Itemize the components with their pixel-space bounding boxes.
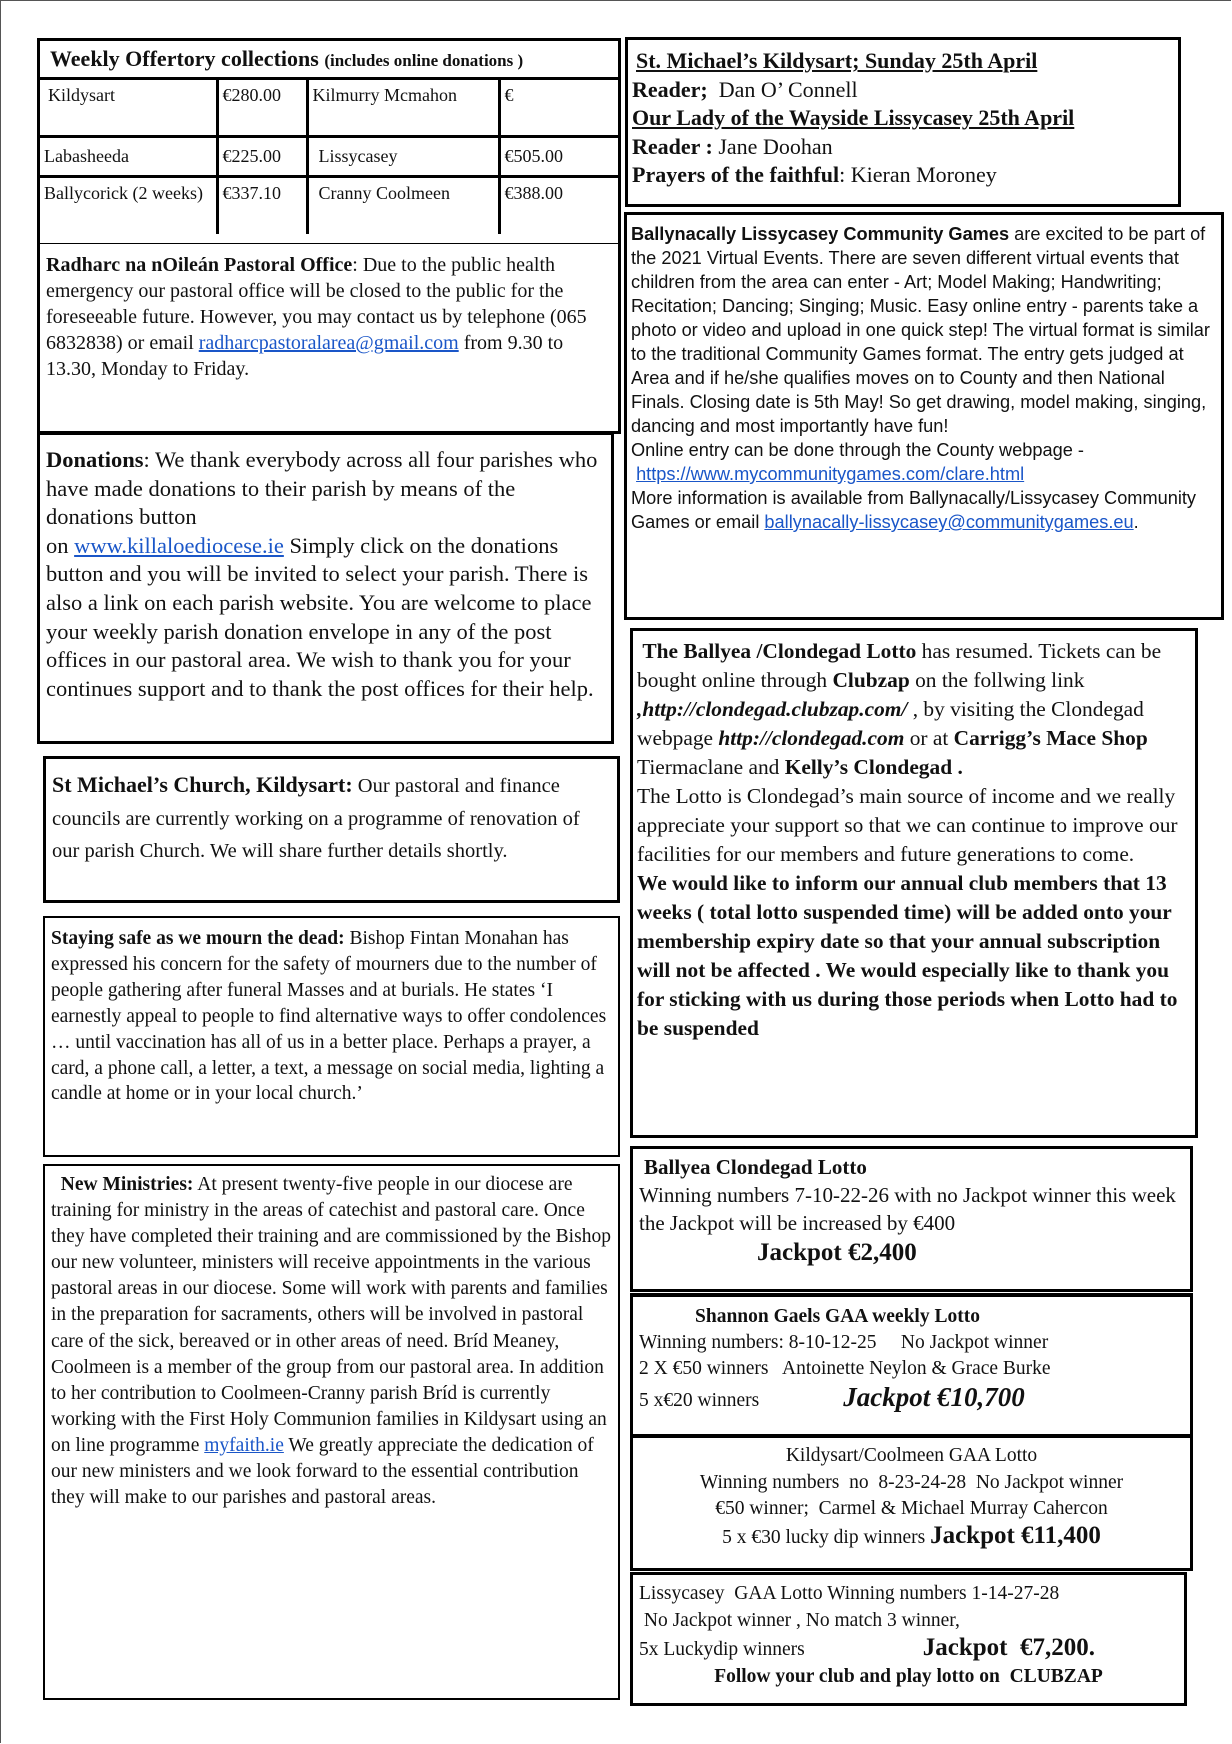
staying-safe-text: Staying safe as we mourn the dead: Bishop Fintan Monahan has expressed his concern for the safety of mourners due to the number of people gathering after funeral Masses and at burials. He states ‘I earnestly appeal to people to find alternative ways to offer condolences … until vaccination has all of us in a better place. Perhaps a prayer, a card, a phone call, a letter, a text, a message on social media, lighting a candle at home or in your local church.’ — [51, 928, 607, 1105]
new-ministries-text: New Ministries: At present twenty-five people in our diocese are training for ministry in the areas of catechist and pastoral care. Once they have completed their training and are commissioned by the Bishop our new volunteer, ministers will receive appointments in the various pastoral areas in our diocese. Some will work with parents and families in the preparation for sacraments, others will be involved in pastoral care of the sick, bereaved or in other areas of need. Bríd Meaney, Coolmeen is a member of the group from our pastoral area. In addition to her contribution to Coolmeen-Cranny parish Bríd is currently working with the First Holy Communion families in Kildysart using an on line programme myfaith.ie We greatly appreciate the dedication of our new ministers and we look forward to the essential contribution they will make to our parishes and pastoral areas. — [51, 1174, 611, 1509]
myfaith-link[interactable]: myfaith.ie — [204, 1434, 284, 1456]
kildysart-coolmeen-lotto — [630, 1435, 1193, 1571]
donations-text: Donations: We thank everybody across all four parishes who have made donations to their parish by means of the donations button on www.killaloediocese.ie Simply click on the donations button and you will be invited to select your parish. There is also a link on each parish website. You are welcome to place your weekly parish donation envelope in any of the post offices in our pastoral area. We wish to thank you for your continues support and to thank the post offices for their help. — [46, 447, 598, 701]
kildysart-mass-heading: St. Michael’s Kildysart; Sunday 25th April — [636, 48, 1038, 73]
table-row — [40, 176, 618, 234]
parish-name: Lissycasey — [307, 136, 499, 176]
reader-label: Reader; — [632, 76, 708, 102]
pastoral-office-text: Radharc na nOileán Pastoral Office: Due to the public health emergency our pastoral office will be closed to the public for the foreseeable future. However, you may contact us by telephone (065 6832838) or email radharcpastoralarea@gmail.com from 9.30 to 13.30, Monday to Friday. — [46, 254, 587, 380]
prayers-label: Prayers of the faithful — [632, 162, 840, 188]
shannon-gaels-jackpot: Jackpot €10,700 — [843, 1382, 1025, 1412]
ballyea-jackpot: Jackpot €2,400 — [757, 1239, 917, 1266]
clubzap-footer: Follow your club and play lotto on CLUBZAP — [714, 1666, 1103, 1687]
new-ministries-heading: New Ministries: — [60, 1174, 194, 1195]
parish-amount: € — [499, 80, 618, 136]
ballyea-lotto-text: The Ballyea /Clondegad Lotto has resumed. Tickets can be bought online through Clubzap on the follwing link ,http://clondegad.clubzap.com/ , by visiting the Clondegad webpage http://clondegad.com or at Carrigg’s Mace Shop Tiermaclane and Kelly’s Clondegad . — [637, 639, 1162, 779]
reader-name: Dan O’ Connell — [707, 76, 858, 102]
parish-amount: €225.00 — [217, 136, 307, 176]
parish-name: Labasheeda — [40, 136, 217, 176]
community-games-notice: Ballynacally Lissycasey Community Games are excited to be part of the 2021 Virtual Events. There are seven different virtual events that children from the area can enter - Art; Model Making; Handwriting; Recitation; Dancing; Singing; Music. Easy online entry - parents take a photo or video and upload in one quick step! The virtual format is similar to the traditional Community Games format. The entry gets judged at Area and if he/she qualifies moves on to County and then National Finals. Closing date is 5th May! So get drawing, model making, singing, dancing and most importantly have fun! Online entry can be done through the County webpage - https://www.mycommunitygames.com/clare.html More information is available from Ballynacally/Lissycasey Community Games or email ballynacally-lissycasey@communitygames.eu. — [624, 212, 1224, 620]
new-ministries-notice — [43, 1164, 620, 1700]
ballyea-results-heading: Ballyea Clondegad Lotto — [644, 1155, 867, 1179]
parish-amount: €505.00 — [499, 136, 618, 176]
table-row — [40, 136, 618, 176]
offertory-table — [40, 80, 618, 234]
ballyea-lotto-heading: The Ballyea /Clondegad Lotto — [642, 639, 917, 663]
parish-name: Kildysart — [40, 80, 217, 136]
st-michaels-church-notice — [43, 756, 620, 903]
lissycasey-line2: No Jackpot winner , No match 3 winner, — [639, 1610, 960, 1631]
community-games-heading: Ballynacally Lissycasey Community Games — [631, 224, 1010, 244]
lissycasey-jackpot: Jackpot €7,200. — [922, 1634, 1095, 1661]
offertory-collections-box — [37, 38, 621, 246]
shannon-gaels-line3: 5 x€20 winners — [639, 1390, 760, 1411]
lissycasey-line1: Lissycasey GAA Lotto Winning numbers 1-14-27-28 — [639, 1583, 1060, 1604]
community-games-text: Ballynacally Lissycasey Community Games are excited to be part of the 2021 Virtual Events. There are seven different virtual events that children from the area can enter - Art; Model Making; Handwriting; Recitation; Dancing; Singing; Music. Easy online entry - parents take a photo or video and upload in one quick step! The virtual format is similar to the traditional Community Games format. The entry gets judged at Area and if he/she qualifies moves on to County and then National Finals. Closing date is 5th May! So get drawing, model making, singing, dancing and most importantly have fun! — [631, 224, 1210, 436]
offertory-title: Weekly Offertory collections (includes online donations ) — [40, 41, 618, 80]
kildysart-coolmeen-jackpot: Jackpot €11,400 — [930, 1521, 1101, 1549]
parish-name: Cranny Coolmeen — [307, 176, 499, 234]
kildysart-coolmeen-heading: Kildysart/Coolmeen GAA Lotto — [785, 1445, 1038, 1466]
donations-notice — [37, 432, 614, 744]
clondegad-url[interactable]: http://clondegad.com — [718, 726, 905, 750]
ballyea-lotto-results — [630, 1146, 1193, 1292]
pastoral-office-heading: Radharc na nOileán Pastoral Office — [46, 254, 353, 276]
lissycasey-line3: 5x Luckydip winners — [639, 1639, 805, 1660]
killaloe-diocese-link[interactable]: www.killaloediocese.ie — [74, 532, 284, 558]
lissycasey-gaa-lotto — [630, 1572, 1187, 1706]
community-games-link[interactable]: https://www.mycommunitygames.com/clare.html — [636, 464, 1025, 484]
parish-name: Ballycorick (2 weeks) — [40, 176, 217, 234]
shannon-gaels-line2: 2 X €50 winners Antoinette Neylon & Grace Burke — [639, 1358, 1051, 1379]
parish-amount: €280.00 — [217, 80, 307, 136]
ballyea-lotto-para2: The Lotto is Clondegad’s main source of income and we really appreciate your support so that we can continue to improve our facilities for our members and future generations to come. — [637, 784, 1178, 866]
shannon-gaels-heading: Shannon Gaels GAA weekly Lotto — [695, 1306, 980, 1327]
offertory-subtitle: (includes online donations ) — [324, 51, 524, 70]
parish-amount: €337.10 — [217, 176, 307, 234]
kildysart-coolmeen-line1: Winning numbers no 8-23-24-28 No Jackpot winner — [699, 1471, 1124, 1493]
shannon-gaels-line1: Winning numbers: 8-10-12-25 No Jackpot winner — [639, 1332, 1049, 1353]
kildysart-coolmeen-line2: €50 winner; Carmel & Michael Murray Cahercon — [715, 1498, 1108, 1519]
pastoral-email-link[interactable]: radharcpastoralarea@gmail.com — [198, 332, 459, 354]
shannon-gaels-lotto — [630, 1293, 1193, 1437]
prayers-name: : Kieran Moroney — [839, 162, 997, 188]
st-michaels-heading: St Michael’s Church, Kildysart: — [52, 772, 353, 797]
donations-heading: Donations — [46, 447, 144, 472]
clubzap-url[interactable]: ,http://clondegad.clubzap.com/ — [637, 697, 908, 721]
reader-name: Jane Doohan — [712, 133, 833, 159]
ballyea-lotto-notice — [630, 628, 1198, 1138]
staying-safe-notice — [43, 916, 620, 1157]
pastoral-office-notice — [37, 244, 621, 434]
kildysart-coolmeen-line3: 5 x €30 lucky dip winners — [722, 1526, 926, 1548]
community-games-email-link[interactable]: ballynacally-lissycasey@communitygames.eu — [764, 512, 1134, 532]
table-row — [40, 80, 618, 136]
reader-label: Reader : — [632, 133, 713, 159]
lissycasey-mass-heading: Our Lady of the Wayside Lissycasey 25th April — [632, 105, 1075, 131]
readers-box — [625, 37, 1181, 207]
staying-safe-heading: Staying safe as we mourn the dead: — [51, 928, 345, 949]
parish-name: Kilmurry Mcmahon — [307, 80, 499, 136]
st-michaels-text: St Michael’s Church, Kildysart: Our pastoral and finance councils are currently working on a programme of renovation of our parish Church. We will share further details shortly. — [52, 772, 580, 862]
parish-amount: €388.00 — [499, 176, 618, 234]
ballyea-results-text: Winning numbers 7-10-22-26 with no Jackpot winner this week the Jackpot will be increased by €400 — [639, 1183, 1176, 1235]
ballyea-lotto-para3: We would like to inform our annual club members that 13 weeks ( total lotto suspended time) will be added onto your membership expiry date so that your annual subscription will not be affected . We would especially like to thank you for sticking with us during those periods when Lotto had to be suspended — [637, 871, 1178, 1040]
